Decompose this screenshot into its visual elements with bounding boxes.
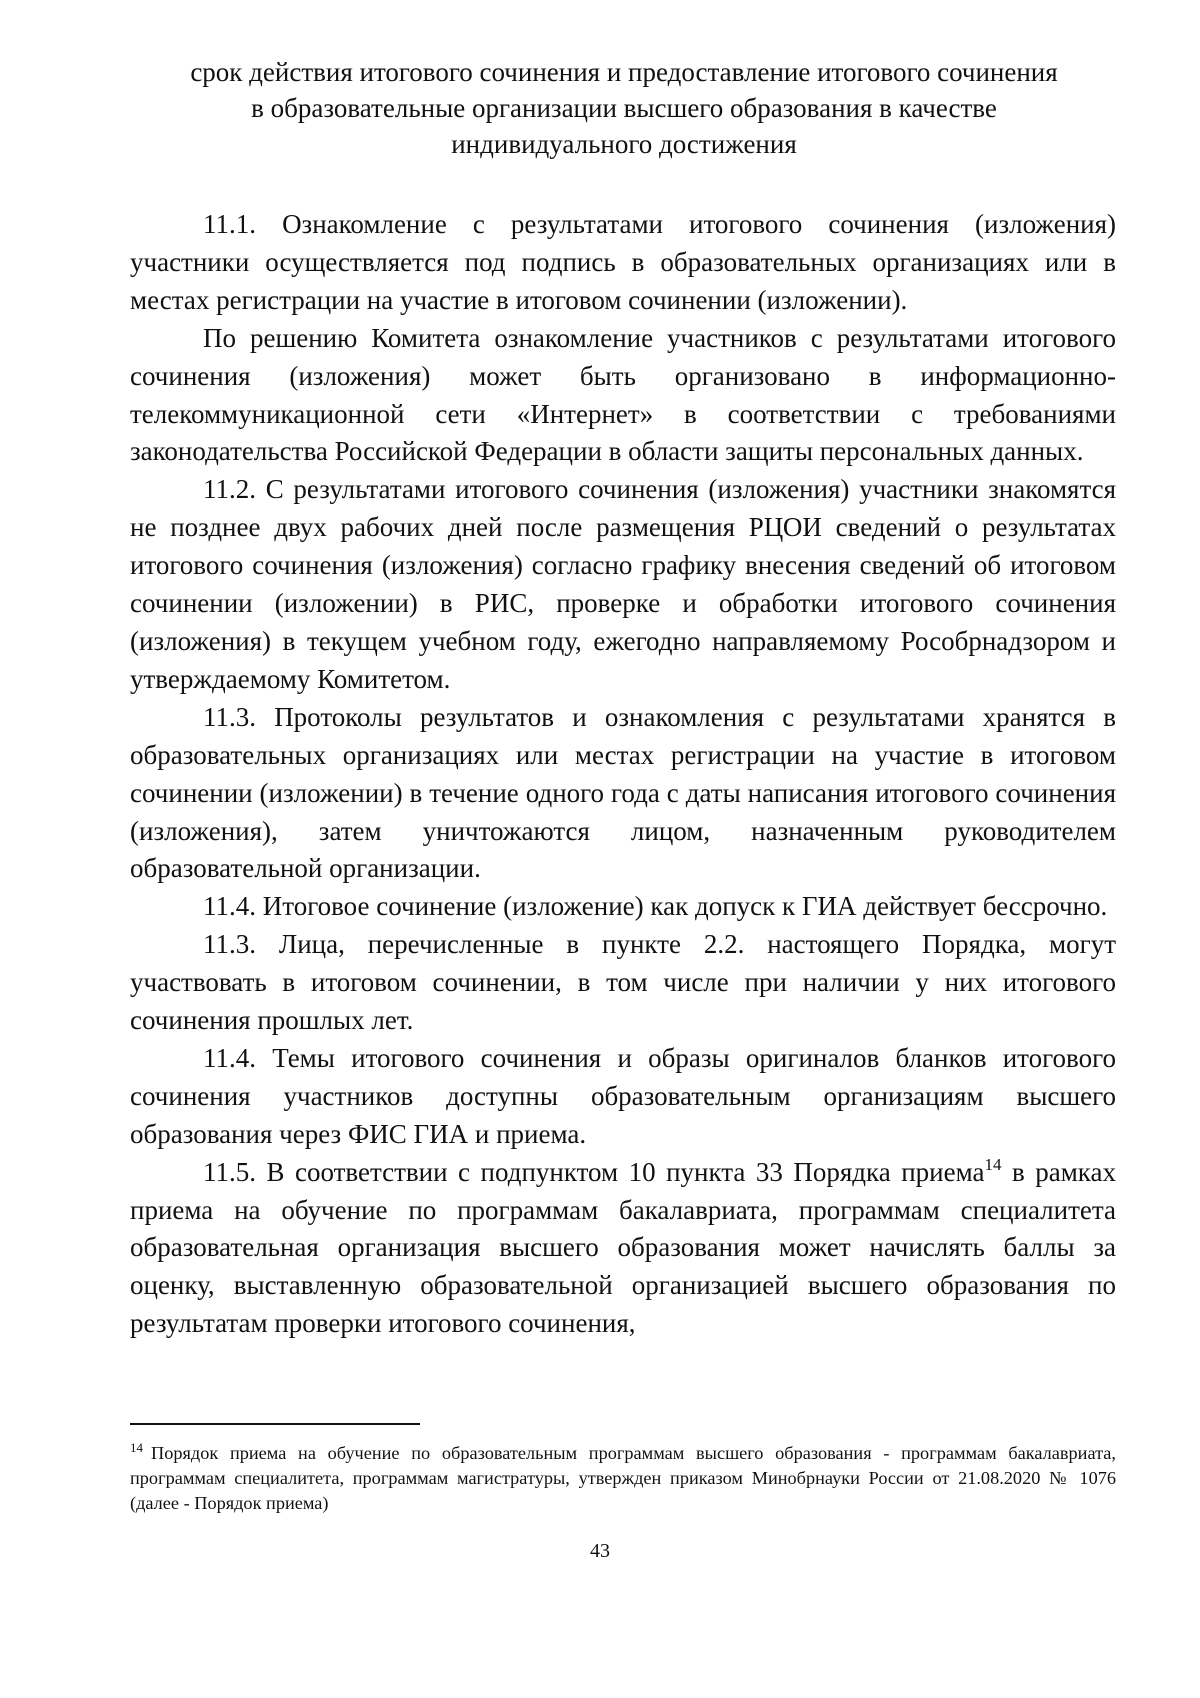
heading-line: в образовательные организации высшего образования в качестве — [251, 93, 997, 123]
footnote-reference: 14 — [984, 1154, 1002, 1174]
paragraph-11-4-topics: 11.4. Темы итогового сочинения и образы оригиналов бланков итогового сочинения участников доступны образовательным организациям высшего образования через ФИС ГИА и приема. — [130, 1042, 1116, 1149]
section-heading — [130, 54, 1118, 162]
footnote-marker: 14 — [130, 1440, 143, 1455]
paragraph-11-1: 11.1. Ознакомление с результатами итогового сочинения (изложения) участники осуществляется под подпись в образовательных организациях или в местах регистрации на участие в итоговом сочинении (изложении). — [130, 209, 1116, 315]
paragraph-11-3-persons: 11.3. Лица, перечисленные в пункте 2.2. настоящего Порядка, могут участвовать в итоговом сочинении, в том числе при наличии у них итогового сочинения прошлых лет. — [130, 929, 1116, 1036]
footnote-separator — [130, 1423, 420, 1425]
footnote-text: Порядок приема на обучение по образовательным программам высшего образования - программам бакалавриата, программам специалитета, программам магистратуры, утвержден приказом Минобрнауки России от 21.08.2020 № 1076 (далее - Порядок приема) — [130, 1443, 1116, 1513]
heading-line: индивидуального достижения — [451, 129, 797, 159]
page-number: 43 — [590, 1540, 610, 1562]
paragraph-11-5-rest: в рамках приема на обучение по программам бакалавриата, программам специалитета образовательная организация высшего образования может начислять баллы за оценку, выставленную образовательной организацией высшего образования по результатам проверки итогового сочинения, — [130, 1156, 1117, 1339]
paragraph-11-5 — [130, 1154, 1116, 1344]
heading-line: срок действия итогового сочинения и предоставление итогового сочинения — [190, 57, 1058, 87]
paragraph-committee-decision: По решению Комитета ознакомление участников с результатами итогового сочинения (изложения) может быть организовано в информационно-телекоммуникационной сети «Интернет» в соответствии с требованиями законодательства Российской Федерации в области защиты персональных данных. — [130, 322, 1116, 467]
paragraph-11-4-validity: 11.4. Итоговое сочинение (изложение) как допуск к ГИА действует бессрочно. — [203, 891, 1108, 922]
paragraph-11-2: 11.2. С результатами итогового сочинения (изложения) участники знакомятся не позднее двух рабочих дней после размещения РЦОИ сведений о результатах итогового сочинения (изложения) согласно графику внесения сведений об итоговом сочинении (изложении) в РИС, проверке и обработки итогового сочинения (изложения) в текущем учебном году, ежегодно направляемому Рособрнадзором и утверждаемому Комитетом. — [130, 474, 1116, 694]
footnote — [130, 1441, 1116, 1516]
paragraph-11-5-start: 11.5. В соответствии с подпунктом 10 пункта 33 Порядка приема — [203, 1156, 985, 1187]
paragraph-11-3-protocols: 11.3. Протоколы результатов и ознакомления с результатами хранятся в образовательных организациях или местах регистрации на участие в итоговом сочинении (изложении) в течение одного года с даты написания итогового сочинения (изложения), затем уничтожаются лицом, назначенным руководителем образовательной организации. — [130, 701, 1116, 884]
body-text — [130, 206, 1116, 1343]
